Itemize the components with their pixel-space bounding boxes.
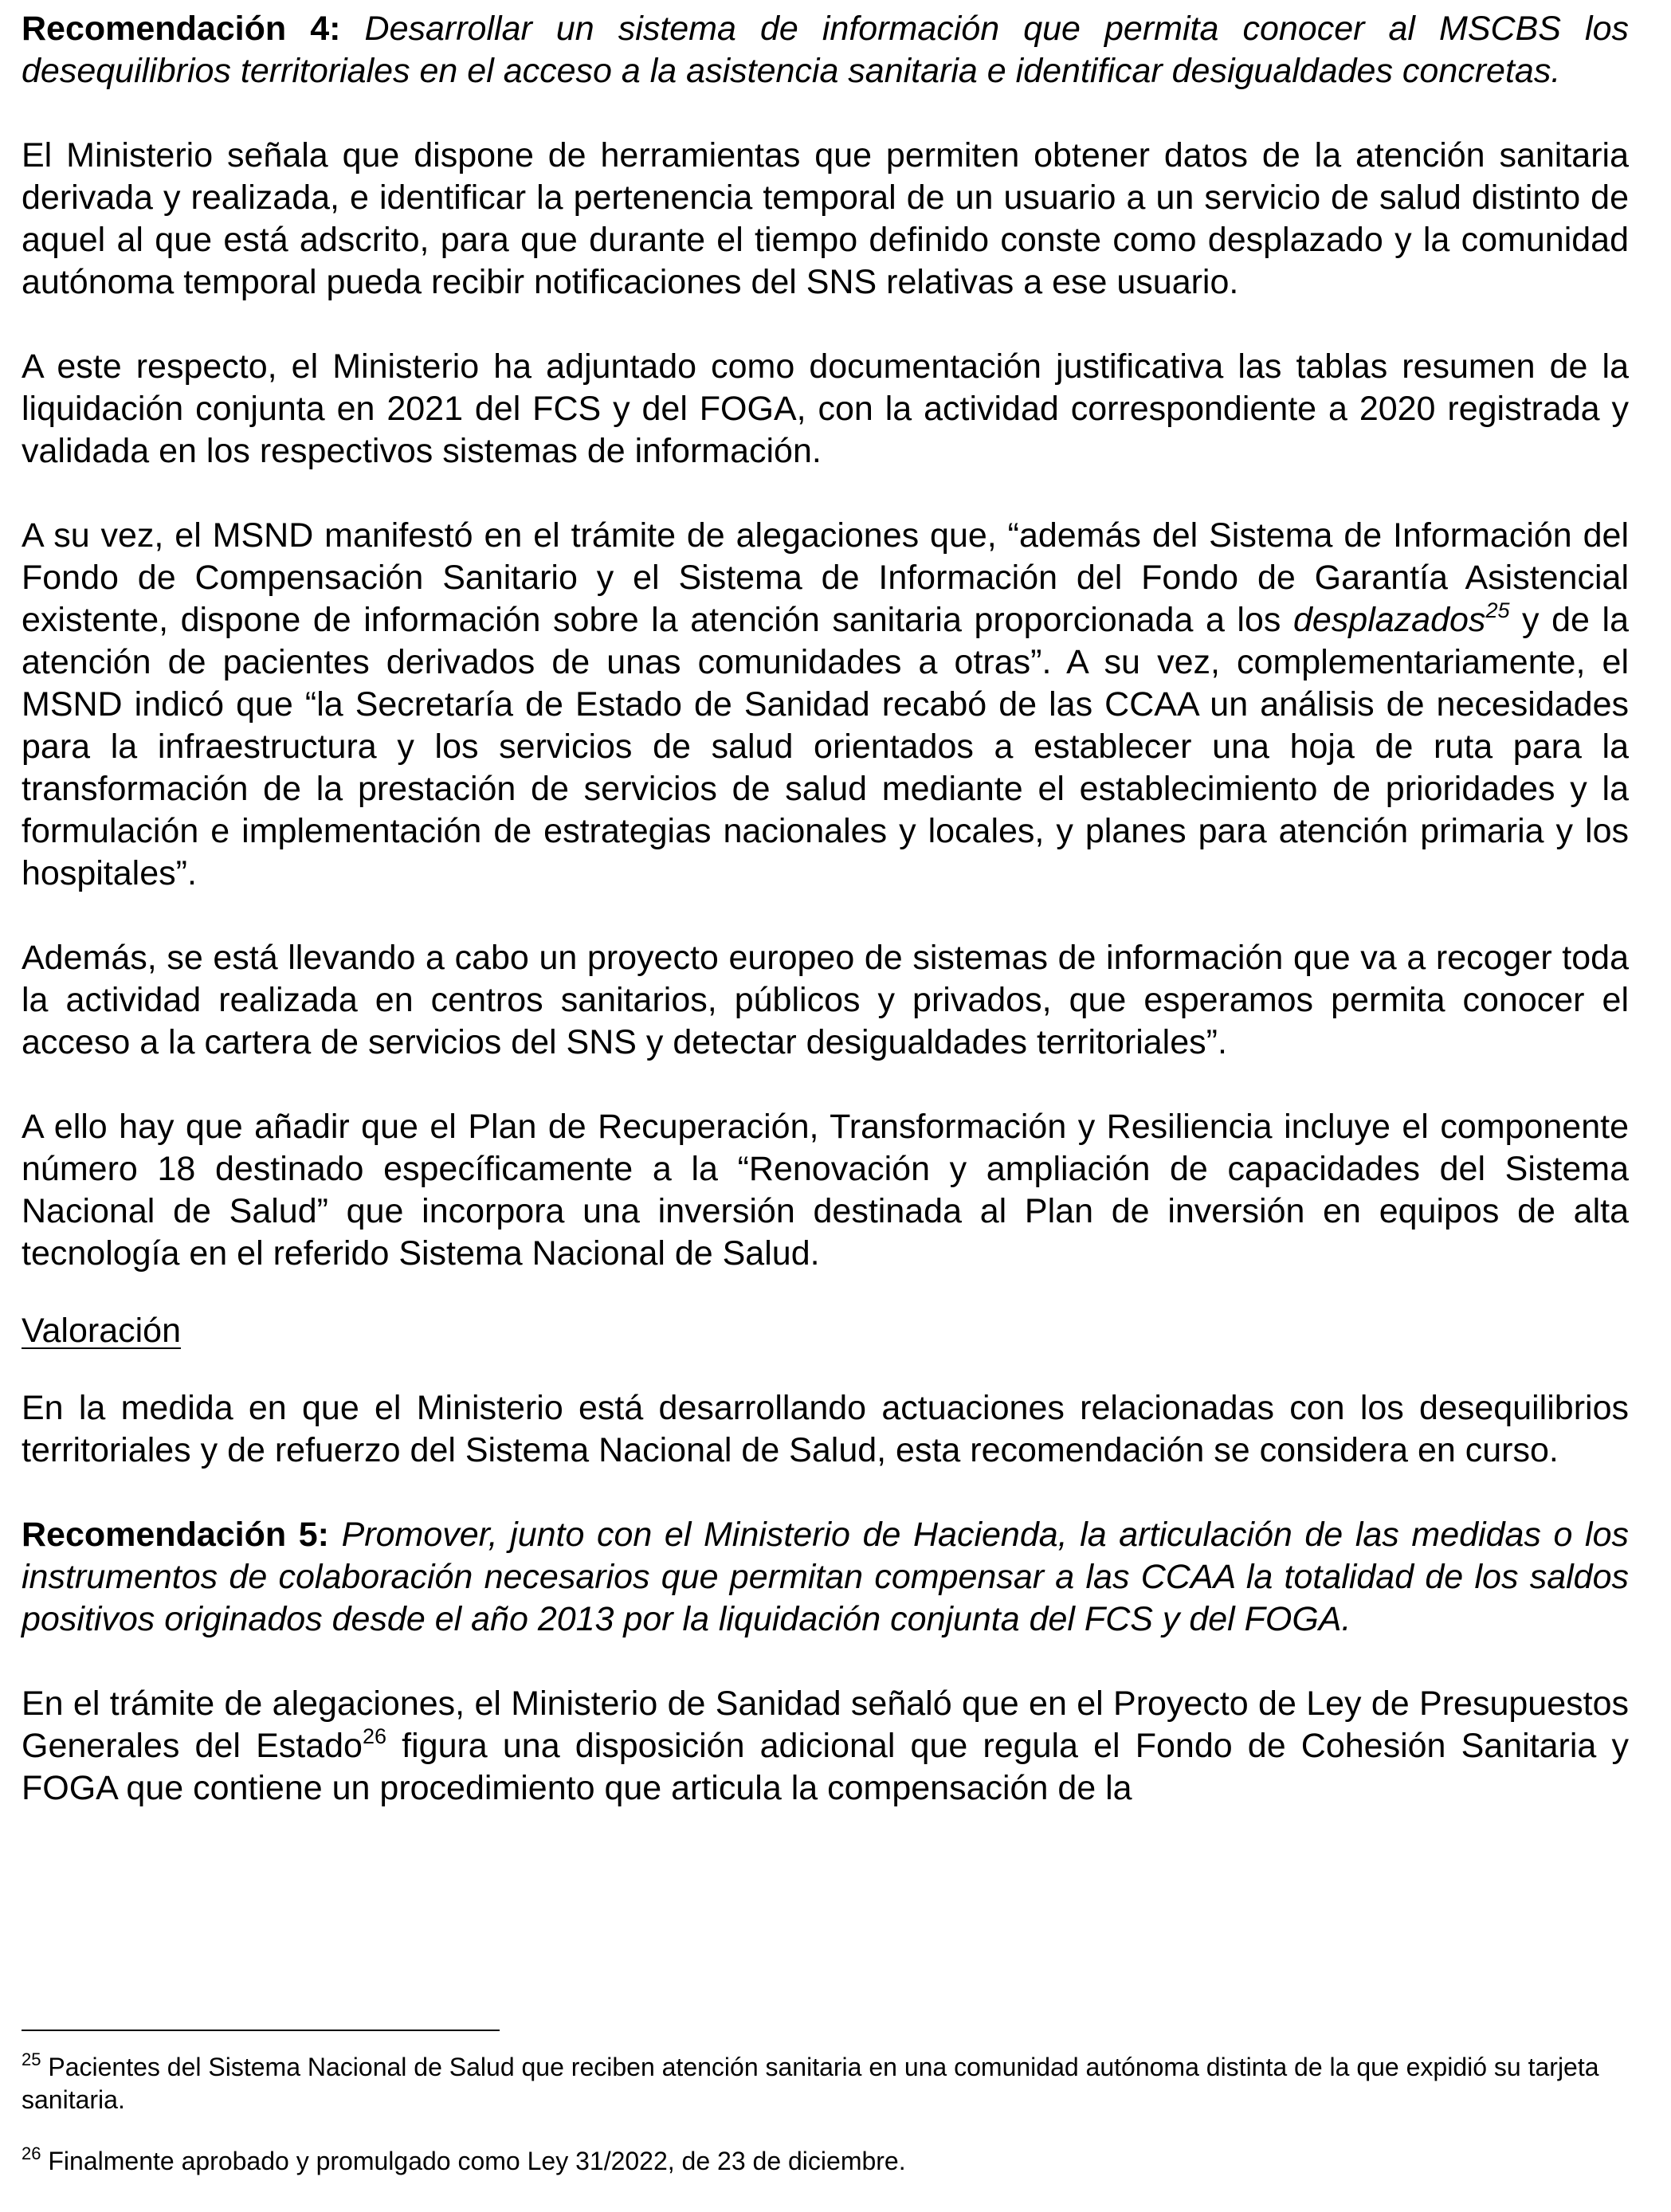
recommendation-4-label: Recomendación 4: <box>22 10 341 48</box>
section-heading-valoracion <box>22 1310 1629 1352</box>
footnote-25 <box>22 2051 1629 2116</box>
paragraph-msnd-text-start: A su vez, el MSND manifestó en el trámite de alegaciones que, “además del Sistema de Información del Fondo de Compensación Sanitario y el Sistema de Información del Fondo de Garantía Asistencial existente, dispone de información sobre la atención sanitaria proporcionada a los <box>22 516 1629 639</box>
paragraph-valoracion: En la medida en que el Ministerio está desarrollando actuaciones relacionadas con los desequilibrios territoriales y de refuerzo del Sistema Nacional de Salud, esta recomendación se considera en curso. <box>22 1389 1629 1469</box>
recommendation-4 <box>22 8 1629 92</box>
recommendation-5-text: Promover, junto con el Ministerio de Hacienda, la articulación de las medidas o los instrumentos de colaboración necesarios que permitan compensar a las CCAA la totalidad de los saldos positivos originados desde el año 2013 por la liquidación conjunta del FCS y del FOGA. <box>22 1516 1630 1638</box>
paragraph-budget-law <box>22 1683 1629 1810</box>
footnote-number: 26 <box>22 2143 41 2163</box>
paragraph-msnd-text-end: y de la atención de pacientes derivados de unas comunidades a otras”. A su vez, complementariamente, el MSND indicó que “la Secretaría de Estado de Sanidad recabó de las CCAA un análisis de necesidades para la infraestructura y los servicios de salud orientados a establecer una hoja de ruta para la transformación de la prestación de servicios de salud mediante el establecimiento de prioridades y la formulación e implementación de estrategias nacionales y locales, y planes para atención primaria y los hospitales”. <box>22 601 1629 892</box>
footnote-text: Pacientes del Sistema Nacional de Salud que reciben atención sanitaria en una comunidad autónoma distinta de la que expidió su tarjeta sanitaria. <box>22 2053 1599 2114</box>
paragraph-recovery-plan: A ello hay que añadir que el Plan de Recuperación, Transformación y Resiliencia incluye el componente número 18 destinado específicamente a la “Renovación y ampliación de capacidades del Sistema Nacional de Salud” que incorpora una inversión destinada al Plan de inversión en equipos de alta tecnología en el referido Sistema Nacional de Salud. <box>22 1108 1629 1273</box>
paragraph-documentation: A este respecto, el Ministerio ha adjuntado como documentación justificativa las tablas resumen de la liquidación conjunta en 2021 del FCS y del FOGA, con la actividad correspondiente a 2020 registrada y validada en los respectivos sistemas de información. <box>22 347 1629 470</box>
document-body <box>22 8 1629 1852</box>
footnote-number: 25 <box>22 2049 41 2069</box>
paragraph-budget-text-end: figura una disposición adicional que regula el Fondo de Cohesión Sanitaria y FOGA que contiene un procedimiento que articula la compensación de la <box>22 1727 1629 1807</box>
footnote-separator <box>22 2030 500 2031</box>
paragraph-ministry-tools: El Ministerio señala que dispone de herramientas que permiten obtener datos de la atención sanitaria derivada y realizada, e identificar la pertenencia temporal de un usuario a un servicio de salud distinto de aquel al que está adscrito, para que durante el tiempo definido conste como desplazado y la comunidad autónoma temporal pueda recibir notificaciones del SNS relativas a ese usuario. <box>22 136 1629 301</box>
recommendation-5-label: Recomendación 5: <box>22 1516 329 1554</box>
footnote-26 <box>22 2145 1629 2178</box>
paragraph-msnd-allegations <box>22 515 1629 895</box>
recommendation-4-text: Desarrollar un sistema de información que permita conocer al MSCBS los desequilibrios territoriales en el acceso a la asistencia sanitaria e identificar desigualdades concretas. <box>22 10 1630 90</box>
valoracion-heading-text: Valoración <box>22 1312 181 1350</box>
footnote-text: Finalmente aprobado y promulgado como Ley 31/2022, de 23 de diciembre. <box>41 2147 906 2175</box>
term-desplazados: desplazados <box>1292 601 1486 639</box>
paragraph-budget-text-start: En el trámite de alegaciones, el Ministerio de Sanidad señaló que en el Proyecto de Ley de Presupuestos Generales del Estado <box>22 1684 1629 1765</box>
footnote-ref-25[interactable]: 25 <box>1485 598 1510 622</box>
footnotes <box>22 2051 1629 2206</box>
recommendation-5 <box>22 1514 1629 1641</box>
footnote-ref-26[interactable]: 26 <box>362 1724 386 1748</box>
paragraph-european-project: Además, se está llevando a cabo un proyecto europeo de sistemas de información que va a recoger toda la actividad realizada en centros sanitarios, públicos y privados, que esperamos permita conocer el acceso a la cartera de servicios del SNS y detectar desigualdades territoriales”. <box>22 939 1629 1061</box>
